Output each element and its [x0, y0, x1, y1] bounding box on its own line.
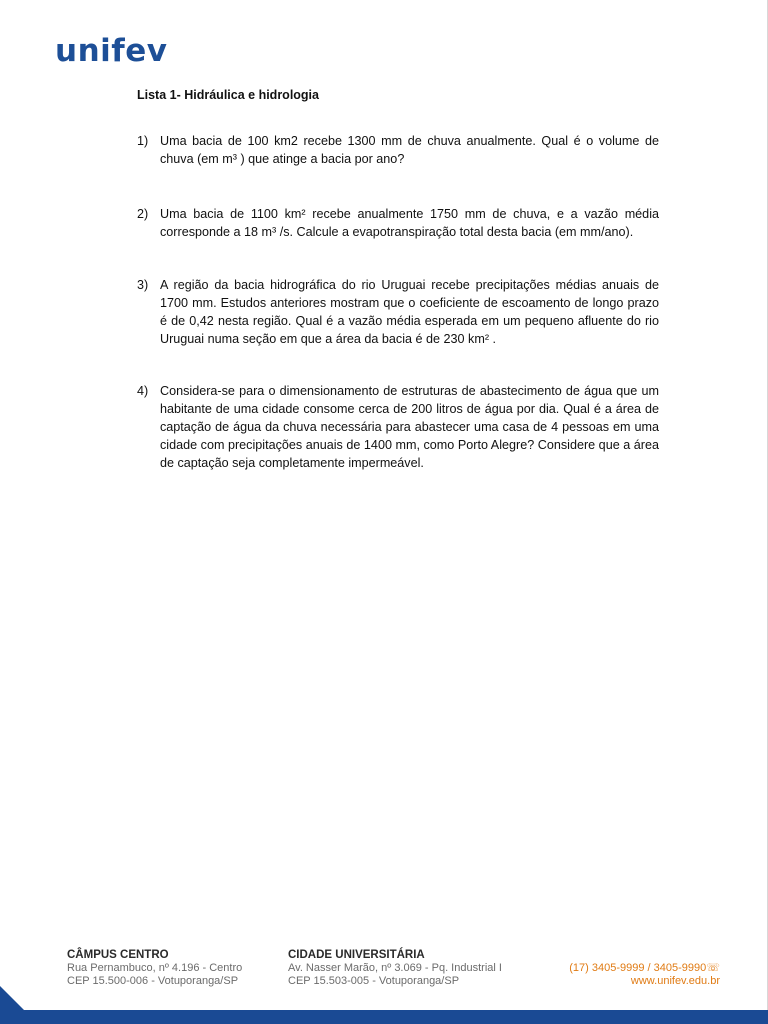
question-number: 3) [137, 278, 149, 292]
question-1 [137, 132, 659, 168]
whatsapp-icon: ☏ [706, 962, 720, 974]
question-number: 4) [137, 384, 149, 398]
question-3 [137, 276, 659, 348]
question-text: Uma bacia de 1100 km² recebe anualmente 1750 mm de chuva, e a vazão média corresponde a 18 m³ /s. Calcule a evapotranspiração total desta bacia (em mm/ano). [160, 207, 659, 239]
footer-campus-title: CÂMPUS CENTRO [67, 949, 169, 961]
question-number: 2) [137, 207, 149, 221]
question-text: Uma bacia de 100 km2 recebe 1300 mm de chuva anualmente. Qual é o volume de chuva (em m³ ) que atinge a bacia por ano? [160, 134, 659, 166]
question-text: A região da bacia hidrográfica do rio Uruguai recebe precipitações médias anuais de 1700 mm. Estudos anteriores mostram que o coeficiente de escoamento de longo prazo é de 0,42 nesta região. Qual é a vazão média esperada em um pequeno afluente do rio Uruguai numa seção em que a área da bacia é de 230 km² . [160, 278, 659, 346]
document-title: Lista 1- Hidráulica e hidrologia [137, 88, 319, 102]
footer-cidade-universitaria [288, 949, 502, 988]
footer-campus-cep: CEP 15.500-006 - Votuporanga/SP [67, 975, 239, 987]
footer-bar [0, 1010, 768, 1024]
footer-contact [569, 962, 720, 988]
footer-cidade-address: Av. Nasser Marão, nº 3.069 - Pq. Industrial I [288, 962, 502, 974]
footer-phone: (17) 3405-9999 / 3405-9990 [569, 962, 707, 974]
question-2 [137, 205, 659, 241]
question-4 [137, 382, 659, 472]
footer-campus-address: Rua Pernambuco, nº 4.196 - Centro [67, 962, 243, 974]
footer-campus-centro [67, 949, 242, 988]
unifev-logo: unifev [55, 33, 168, 69]
footer-cidade-cep: CEP 15.503-005 - Votuporanga/SP [288, 975, 460, 987]
footer-cidade-title: CIDADE UNIVERSITÁRIA [288, 949, 425, 961]
question-text: Considera-se para o dimensionamento de estruturas de abastecimento de água que um habitante de uma cidade consome cerca de 200 litros de água por dia. Qual é a área de captação de água da chuva necessária para abastecer uma casa de 4 pessoas em uma cidade com precipitações anuais de 1400 mm, como Porto Alegre? Considere que a área de captação seja completamente impermeável. [160, 384, 659, 470]
footer-website-link[interactable]: www.unifev.edu.br [630, 975, 720, 987]
question-number: 1) [137, 134, 149, 148]
